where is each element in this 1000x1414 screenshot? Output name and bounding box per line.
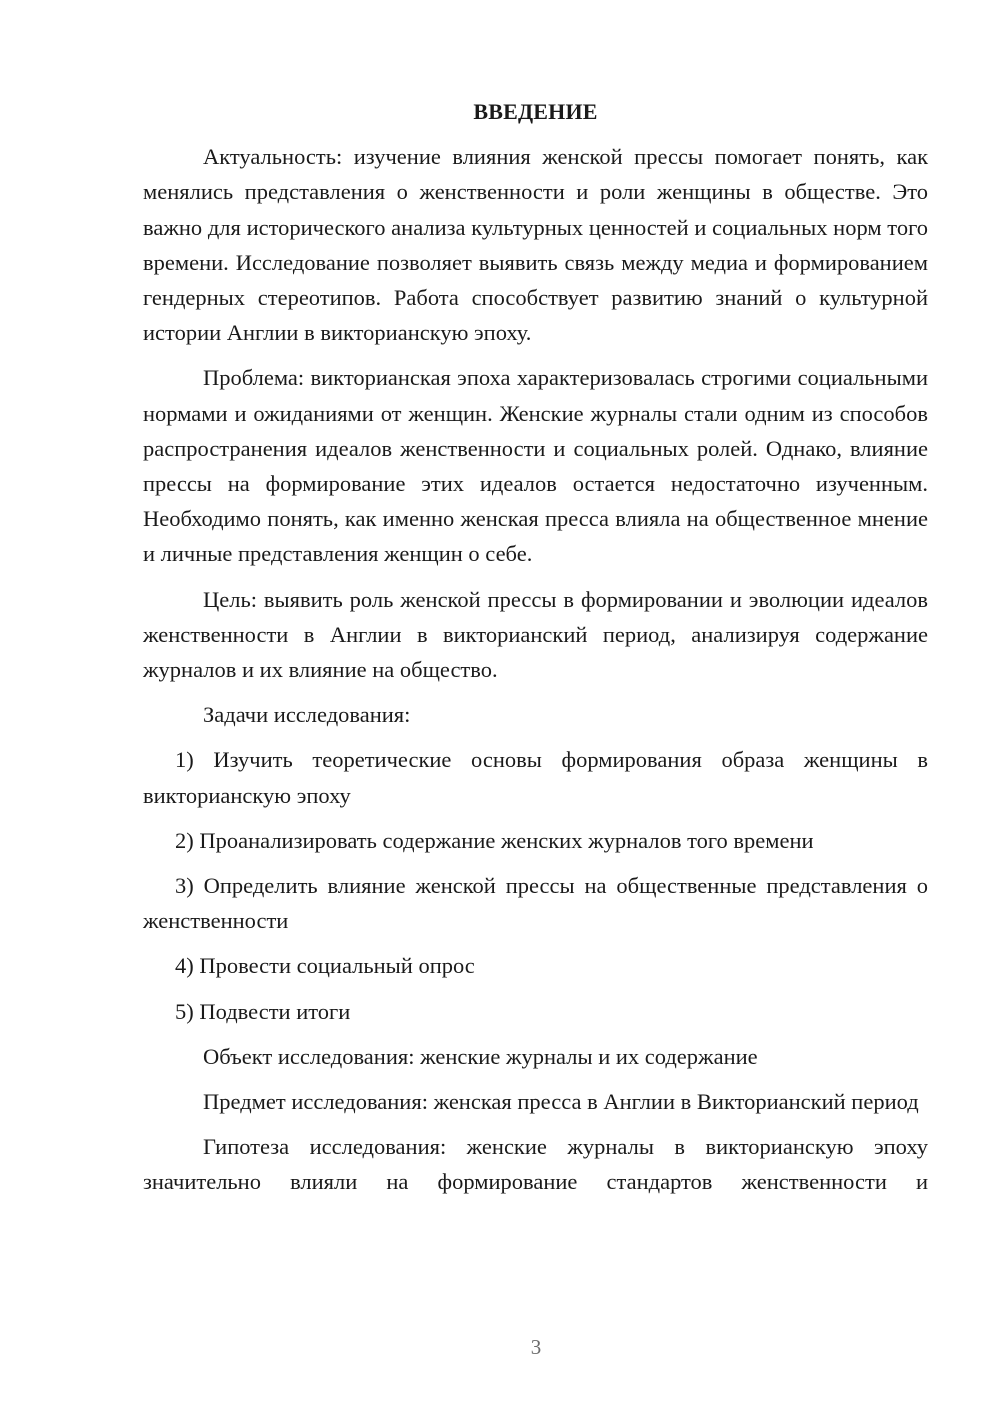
problem-paragraph: Проблема: викторианская эпоха характеризовалась строгими социальными нормами и ожиданиями от женщин. Женские журналы стали одним из способов распространения идеалов женственности и социальных ролей. Однако, влияние прессы на формирование этих идеалов остается недостаточно изученным. Необходимо понять, как именно женская пресса влияла на общественное мнение и личные представления женщин о себе. (143, 365, 928, 567)
research-object: Объект исследования: женские журналы и их содержание (203, 1043, 758, 1069)
goal-paragraph: Цель: выявить роль женской прессы в формировании и эволюции идеалов женственности в Англии в викторианский период, анализируя содержание журналов и их влияние на общество. (143, 586, 928, 683)
page-number: 3 (530, 1335, 542, 1359)
research-subject: Предмет исследования: женская пресса в Англии в Викторианский период (203, 1089, 919, 1115)
task-item-4: 4) Провести социальный опрос (175, 953, 475, 979)
task-item-1: 1) Изучить теоретические основы формирования образа женщины в викторианскую эпоху (143, 747, 928, 808)
tasks-heading: Задачи исследования: (203, 702, 411, 728)
relevance-paragraph: Актуальность: изучение влияния женской прессы помогает понять, как менялись представления о женственности и роли женщины в обществе. Это важно для исторического анализа культурных ценностей и социальных норм того времени. Исследование позволяет выявить связь между медиа и формированием гендерных стереотипов. Работа способствует развитию знаний о культурной истории Англии в викторианскую эпоху. (143, 144, 928, 346)
research-hypothesis: Гипотеза исследования: женские журналы в викторианскую эпоху значительно влияли на формирование стандартов женственности и (143, 1134, 928, 1195)
section-title: ВВЕДЕНИЕ (473, 99, 598, 124)
task-item-2: 2) Проанализировать содержание женских журналов того времени (175, 827, 814, 853)
task-item-5: 5) Подвести итоги (175, 998, 351, 1024)
page-content (143, 94, 928, 1210)
task-item-3: 3) Определить влияние женской прессы на общественные представления о женственности (143, 873, 928, 934)
